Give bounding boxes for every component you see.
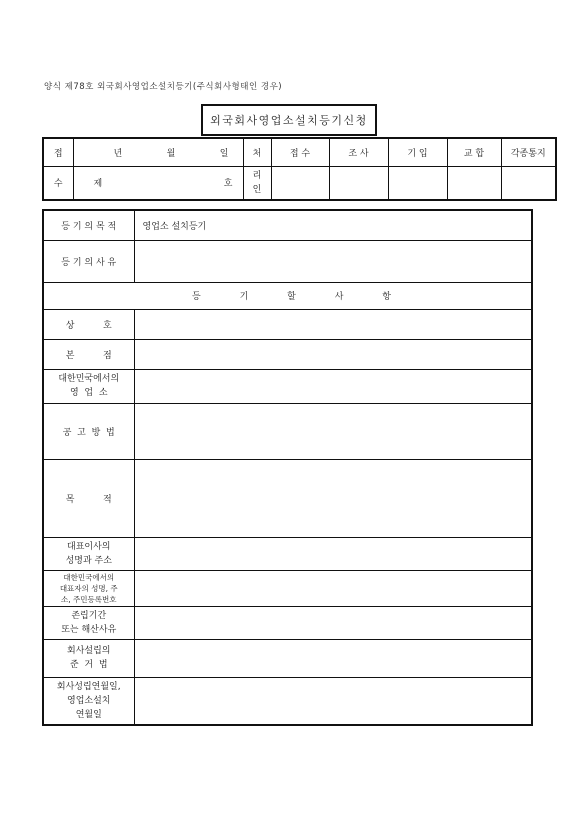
- establishment-date-label-line2: 영업소설치: [67, 695, 111, 706]
- stamp-inspection[interactable]: [329, 166, 388, 200]
- receipt-date-cell[interactable]: [73, 138, 243, 166]
- duration-label-line2: 또는 해산사유: [61, 624, 117, 635]
- col-notices: 각종통지: [501, 138, 556, 166]
- korea-office-label: [43, 369, 134, 403]
- registration-table: [42, 209, 533, 726]
- public-notice-label: 공 고 방 법: [43, 403, 134, 459]
- korea-office-label-line1: 대한민국에서의: [58, 374, 120, 384]
- processing-label-rest: [243, 166, 271, 200]
- processing-label-1: 처: [243, 138, 271, 166]
- receipt-number-cell[interactable]: [73, 166, 243, 200]
- stamp-notices[interactable]: [501, 166, 556, 200]
- receipt-month-label: 월: [166, 148, 176, 159]
- establishment-date-label-line1: 회사성립연월일,: [56, 681, 121, 692]
- governing-law-label: [43, 639, 134, 677]
- receipt-table: [42, 137, 557, 201]
- purpose-label: 등 기 의 목 적: [43, 210, 134, 240]
- korea-representative-label-line2: 대표자의 성명, 주: [59, 583, 118, 593]
- representative-director-label-line1: 대표이사의: [67, 541, 111, 552]
- col-entry: 기 입: [388, 138, 447, 166]
- receipt-day-label: 일: [219, 148, 229, 159]
- representative-director-value[interactable]: [134, 537, 532, 570]
- receipt-number-prefix: 제: [93, 179, 103, 190]
- establishment-date-value[interactable]: [134, 677, 532, 725]
- section-header-1: 등: [192, 292, 201, 302]
- purpose-business-label: 목 적: [43, 459, 134, 537]
- processing-label-3: 인: [252, 184, 262, 195]
- korea-representative-label-line3: 소, 주민등록번호: [61, 594, 117, 604]
- receipt-label-top: 접: [43, 138, 73, 166]
- section-header-2: 기: [239, 292, 249, 302]
- col-inspection: 조 사: [329, 138, 388, 166]
- korea-representative-label-line1: 대한민국에서의: [63, 572, 115, 582]
- section-header-4: 사: [334, 292, 344, 302]
- receipt-year-label: 년: [113, 148, 123, 159]
- public-notice-value[interactable]: [134, 403, 532, 459]
- korea-office-label-line2: 영 업 소: [69, 388, 108, 398]
- head-office-label: 본 점: [43, 339, 134, 369]
- section-header-5: 항: [382, 292, 391, 302]
- governing-law-label-line2: 준 거 법: [69, 660, 108, 670]
- korea-office-value[interactable]: [134, 369, 532, 403]
- purpose-business-value[interactable]: [134, 459, 532, 537]
- duration-label: [43, 606, 134, 639]
- establishment-date-label: [43, 677, 134, 725]
- head-office-value[interactable]: [134, 339, 532, 369]
- section-header: [43, 282, 532, 309]
- korea-representative-value[interactable]: [134, 570, 532, 606]
- governing-law-label-line1: 회사설립의: [67, 646, 111, 656]
- trade-name-value[interactable]: [134, 309, 532, 339]
- reason-value[interactable]: [134, 240, 532, 282]
- governing-law-value[interactable]: [134, 639, 532, 677]
- form-reference: 양식 제78호 외국회사영업소설치등기(주식회사형태인 경우): [44, 82, 283, 92]
- col-collation: 교 합: [447, 138, 501, 166]
- representative-director-label: [43, 537, 134, 570]
- duration-label-line1: 존립기간: [71, 610, 107, 621]
- processing-label-2: 리: [252, 170, 262, 181]
- section-header-3: 할: [287, 292, 296, 302]
- stamp-collation[interactable]: [447, 166, 501, 200]
- form-title: 외국회사영업소설치등기신청: [201, 104, 377, 136]
- reason-label: 등 기 의 사 유: [43, 240, 134, 282]
- representative-director-label-line2: 성명과 주소: [65, 555, 112, 566]
- receipt-label-bottom: 수: [43, 166, 73, 200]
- stamp-receipt[interactable]: [271, 166, 329, 200]
- col-receipt: 접 수: [271, 138, 329, 166]
- purpose-value[interactable]: 영업소 설치등기: [134, 210, 532, 240]
- duration-value[interactable]: [134, 606, 532, 639]
- korea-representative-label: [43, 570, 134, 606]
- receipt-number-suffix: 호: [223, 179, 233, 190]
- stamp-entry[interactable]: [388, 166, 447, 200]
- establishment-date-label-line3: 연월일: [75, 709, 102, 720]
- trade-name-label: 상 호: [43, 309, 134, 339]
